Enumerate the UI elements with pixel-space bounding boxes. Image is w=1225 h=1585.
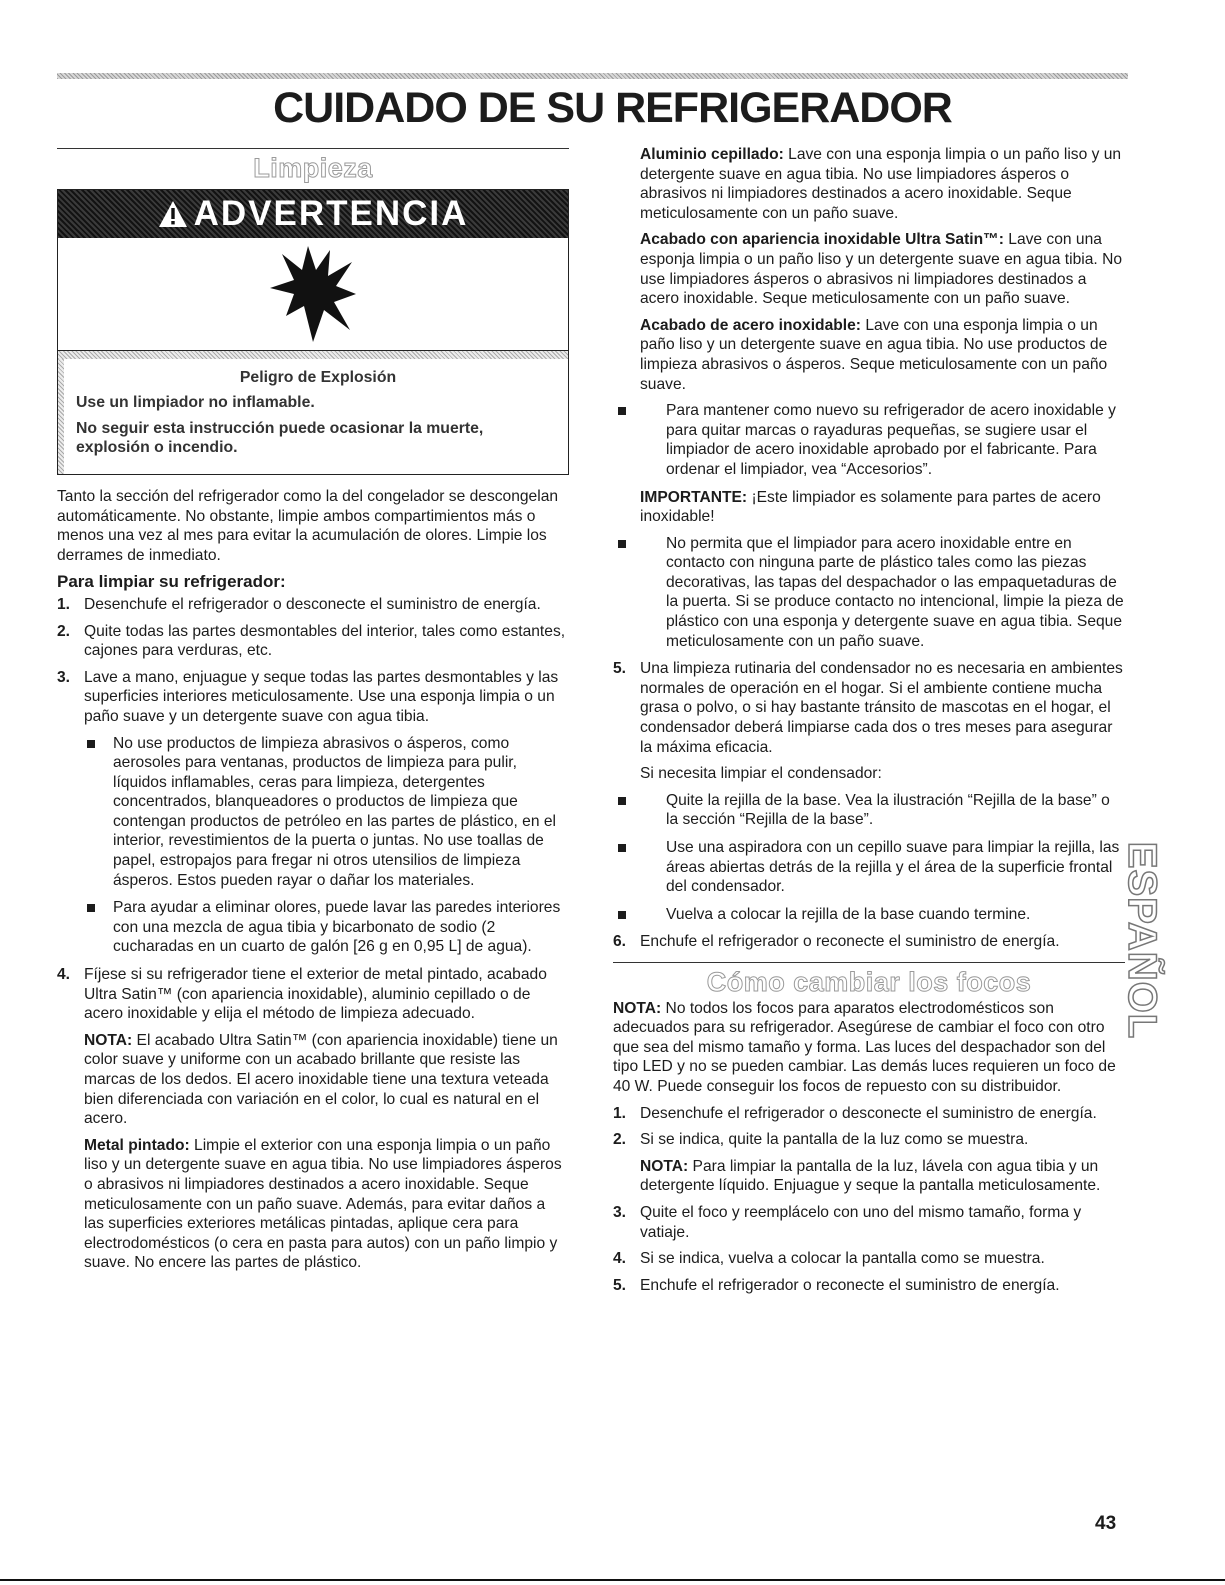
- list-number: 3.: [57, 668, 71, 686]
- list-text: Una limpieza rutinaria del condensador no es necesaria en ambientes normales de operación en el hogar. Si el ambiente contiene mucha grasa o polvo, o si hay bastante tránsito de mascotas en el hogar, el condensador deberá limpiarse cada dos o tres meses para asegurar la máxima eficacia.: [640, 660, 1123, 756]
- aluminum-text: Lave con una esponja limpia o un paño liso y un detergente suave en agua tibia. No use limpiadores ásperos o abrasivos ni limpiadores destinados a acero inoxidable. Seque meticulosamente con un paño suave.: [640, 146, 1122, 222]
- bullet-item: Para ayudar a eliminar olores, puede lavar las paredes interiores con una mezcla de agua tibia y bicarbonato de sodio (2 cucharadas en un cuarto de galón [26 g en 0,95 L] de agua).: [87, 898, 569, 957]
- bullet-item: Vuelva a colocar la rejilla de la base cuando termine.: [613, 905, 1125, 925]
- warning-header-label: ADVERTENCIA: [193, 193, 469, 233]
- list-number: 5.: [613, 660, 627, 678]
- page-title: CUIDADO DE SU REFRIGERADOR: [273, 84, 952, 132]
- note-text: El acabado Ultra Satin™ (con apariencia inoxidable) tiene un color suave y uniforme con un acabado brillante que resiste las marcas de los dedos. El acero inoxidable tiene una textura veteada bien diferenciada con variación en el color, lo cual es natural en el acero.: [84, 1031, 558, 1128]
- list-item: [613, 1203, 1125, 1242]
- intro-paragraph: Tanto la sección del refrigerador como la del congelador se descongelan automáticamente. No obstante, limpie ambos compartimientos más o menos una vez al mes para evitar la acumulación de olores. Limpie los derrames de inmediato.: [57, 487, 559, 564]
- list-text: Quite todas las partes desmontables del interior, tales como estantes, cajones para verduras, etc.: [84, 622, 566, 660]
- stainless-paragraph: [613, 316, 1125, 394]
- list-text: Desenchufe el refrigerador o desconecte el suministro de energía.: [84, 595, 541, 613]
- left-column: [57, 148, 569, 1280]
- shade-note-label: NOTA:: [640, 1157, 689, 1175]
- warning-box: [57, 189, 569, 475]
- right-column: [613, 145, 1125, 1302]
- cleaning-subheading: Para limpiar su refrigerador:: [57, 572, 286, 592]
- list-number: 1.: [613, 1104, 627, 1122]
- language-side-tab: [1120, 818, 1165, 1063]
- list-item: [613, 659, 1125, 757]
- section-heading-focos: Cómo cambiar los focos: [706, 966, 1032, 997]
- bullet-item: Use una aspiradora con un cepillo suave para limpiar la rejilla, las áreas abiertas detrás de la rejilla y el área de la superficie frontal del condensador.: [613, 838, 1125, 897]
- note-label: NOTA:: [84, 1031, 133, 1049]
- aluminum-label: Aluminio cepillado:: [640, 146, 784, 163]
- list-item: [57, 965, 569, 1024]
- section-rule: [613, 962, 1125, 963]
- list-number: 2.: [613, 1131, 627, 1149]
- list-text: Desenchufe el refrigerador o desconecte el suministro de energía.: [640, 1104, 1097, 1122]
- stainless-label: Acabado de acero inoxidable:: [640, 316, 861, 334]
- warning-line-2: No seguir esta instrucción puede ocasionar la muerte, explosión o incendio.: [76, 419, 484, 457]
- list-item: [613, 1276, 1125, 1296]
- list-item: [613, 932, 1125, 952]
- bullet-item: Para mantener como nuevo su refrigerador de acero inoxidable y para quitar marcas o rayaduras pequeñas, se sugiere usar el limpiador de acero inoxidable aprobado por el fabricante. Para ordenar el limpiador, vea “Accesorios”.: [613, 401, 1125, 479]
- bullet-item: No use productos de limpieza abrasivos o ásperos, como aerosoles para ventanas, productos de limpieza para pulir, líquidos inflamables, ceras para limpieza, detergentes concentrados, blanqueadores o productos de limpieza que contengan productos de petróleo en las partes de plástico, en el interior, revestimientos de la puerta o juntas. No use toallas de papel, estropajos para fregar ni otros utensilios de limpieza ásperos. Estos pueden rayar o dañar los materiales.: [87, 734, 569, 891]
- shade-note-paragraph: [613, 1157, 1125, 1196]
- important-paragraph: [613, 488, 1125, 527]
- list-item: [57, 668, 569, 727]
- painted-metal-text: Limpie el exterior con una esponja limpia o un paño liso y un detergente suave en agua tibia. No use limpiadores ásperos o abrasivos ni limpiadores destinados a acero inoxidable. Seque meticulosamente con un paño suave. Además, para evitar daños a las superficies exteriores metálicas pintadas, aplique cera para electrodomésticos (o cera en pasta para autos) con un paño limpio y suave. No encere las partes de plástico.: [84, 1136, 562, 1272]
- list-number: 5.: [613, 1276, 627, 1294]
- list-text: Si se indica, quite la pantalla de la luz como se muestra.: [640, 1131, 1029, 1149]
- painted-metal-paragraph: [57, 1136, 569, 1273]
- note-paragraph: [57, 1031, 569, 1129]
- important-text: ¡Este limpiador es solamente para partes de acero inoxidable!: [640, 488, 1101, 526]
- bulbs-note-text: No todos los focos para aparatos electrodomésticos son adecuados para su refrigerador. Asegúrese de cambiar el foco con otro que sea del mismo tamaño y forma. Las luces del despachador son del tipo LED y no se pueden cambiar. Las demás luces requieren un foco de 40 W. Puede conseguir los focos de repuesto con su distribuidor.: [613, 999, 1116, 1095]
- warning-body: [58, 359, 568, 474]
- section-rule: [57, 148, 569, 149]
- ultra-satin-text: Lave con una esponja limpia o un paño liso y un detergente suave en agua tibia. No use limpiadores ásperos o abrasivos ni limpiadores destinados a acero inoxidable. Seque meticulosamente con un paño suave.: [640, 231, 1123, 308]
- list-number: 2.: [57, 622, 71, 640]
- section-heading-limpieza: Limpieza: [253, 153, 373, 183]
- painted-metal-label: Metal pintado:: [84, 1136, 190, 1154]
- warning-pictogram: [58, 238, 568, 351]
- list-number: 4.: [613, 1250, 627, 1268]
- warning-stripe: [58, 351, 568, 359]
- bulbs-note-paragraph: [613, 999, 1125, 1097]
- list-item: [613, 1130, 1125, 1150]
- list-text: Quite el foco y reemplácelo con uno del mismo tamaño, forma y vatiaje.: [640, 1203, 1082, 1241]
- bottom-rule: [0, 1579, 1225, 1581]
- warning-header: [58, 190, 568, 238]
- bullet-item: Quite la rejilla de la base. Vea la ilustración “Rejilla de la base” o la sección “Rejilla de la base”.: [613, 791, 1125, 830]
- important-label: IMPORTANTE:: [640, 488, 748, 506]
- warning-line-1: Use un limpiador no inflamable.: [76, 394, 315, 412]
- condenser-intro: Si necesita limpiar el condensador:: [640, 765, 882, 783]
- list-number: 4.: [57, 966, 71, 984]
- header-stripe: [57, 73, 1128, 79]
- bulbs-note-label: NOTA:: [613, 999, 662, 1017]
- list-text: Enchufe el refrigerador o reconecte el suministro de energía.: [640, 1276, 1060, 1294]
- list-number: 3.: [613, 1203, 627, 1221]
- list-text: Enchufe el refrigerador o reconecte el suministro de energía.: [640, 933, 1060, 951]
- list-item: [613, 1249, 1125, 1269]
- aluminum-paragraph: [613, 145, 1125, 223]
- stainless-text: Lave con una esponja limpia o un paño liso y un detergente suave en agua tibia. No use productos de limpieza abrasivos o ásperos. Seque meticulosamente con un paño suave.: [640, 316, 1108, 393]
- list-item: [57, 622, 569, 661]
- ultra-satin-paragraph: [613, 230, 1125, 308]
- language-label: ESPAÑOL: [1120, 841, 1165, 1040]
- list-text: Si se indica, vuelva a colocar la pantalla como se muestra.: [640, 1250, 1045, 1268]
- ultra-satin-label: Acabado con apariencia inoxidable Ultra Satin™:: [640, 231, 1004, 249]
- list-text: Lave a mano, enjuague y seque todas las partes desmontables y las superficies interiores meticulosamente. Use una esponja limpia o un paño suave y un detergente suave con agua tibia.: [84, 668, 559, 725]
- list-number: 6.: [613, 933, 627, 951]
- list-text: Fíjese si su refrigerador tiene el exterior de metal pintado, acabado Ultra Satin™ (con apariencia inoxidable), aluminio cepillado o de acero inoxidable y elija el método de limpieza adecuado.: [84, 966, 547, 1023]
- warning-hazard: Peligro de Explosión: [239, 368, 397, 386]
- warning-triangle-icon: [158, 200, 188, 228]
- shade-note-text: Para limpiar la pantalla de la luz, lávela con agua tibia y un detergente líquido. Enjuague y seque la pantalla meticulosamente.: [640, 1157, 1101, 1195]
- page-number: 43: [1095, 1513, 1117, 1534]
- explosion-icon: [268, 244, 358, 344]
- bullet-item: No permita que el limpiador para acero inoxidable entre en contacto con ninguna parte de plástico tales como las piezas decorativas, las tapas del despachador o las empaquetaduras de la puerta. Si se produce contacto no intencional, limpie la pieza de plástico con una esponja y detergente suave en agua tibia. Seque meticulosamente con un paño suave.: [613, 534, 1125, 652]
- list-item: [613, 1104, 1125, 1124]
- list-number: 1.: [57, 595, 71, 613]
- list-item: [57, 595, 569, 615]
